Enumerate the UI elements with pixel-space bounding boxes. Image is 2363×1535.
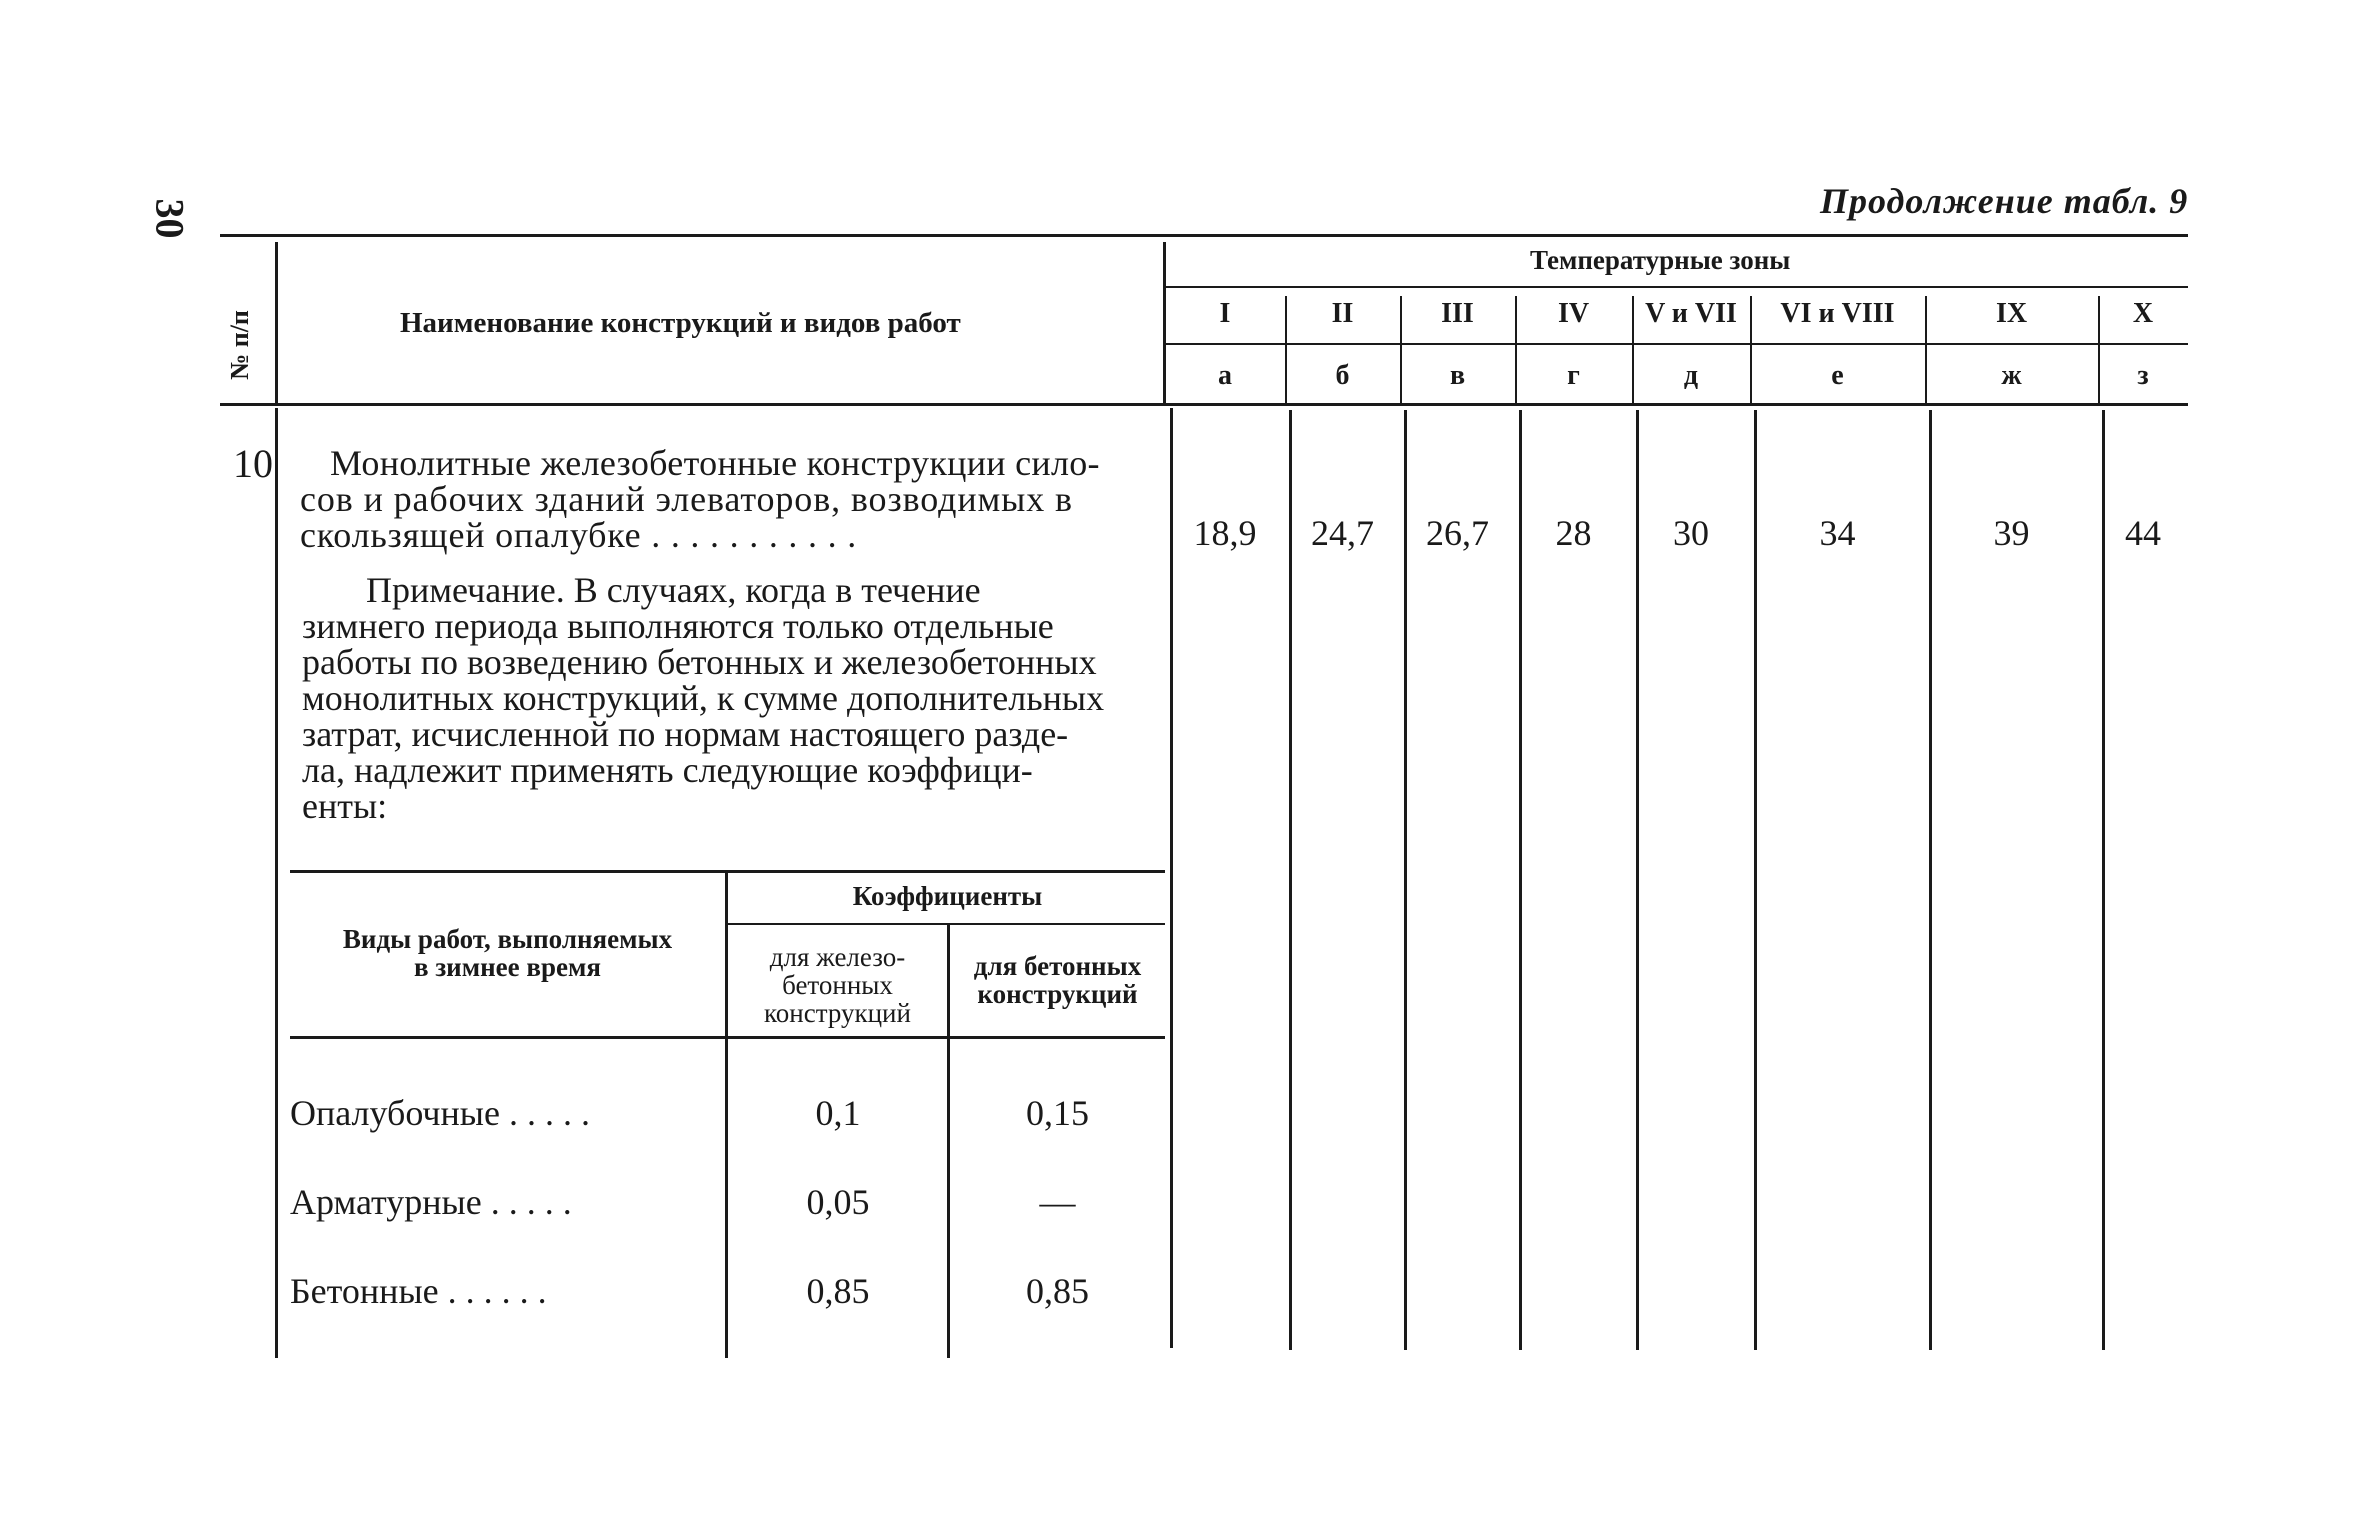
row-number: 10: [233, 441, 273, 486]
zone-roman-8: X: [2132, 298, 2154, 329]
subtable-row-conc-3: 0,85: [1026, 1271, 1089, 1311]
zone-roman-7: IX: [1995, 298, 2028, 329]
zone-value-3: 26,7: [1426, 513, 1489, 553]
subtable-col2-header-line-3: конструкций: [764, 998, 911, 1028]
col-number-header: № п/п: [224, 310, 254, 380]
page-number: 30: [147, 198, 193, 239]
subtable-col1-header-line-2: в зимнее время: [414, 952, 601, 982]
note-line-4: монолитных конструкций, к сумме дополнительных: [302, 678, 1105, 718]
note-line-2: зимнего периода выполняются только отдельные: [302, 606, 1054, 646]
subtable-row-name-2: Арматурные . . . . .: [290, 1182, 572, 1222]
zone-letter-8: з: [2137, 360, 2149, 391]
zone-letter-3: в: [1449, 360, 1466, 391]
zone-value-1: 18,9: [1193, 513, 1257, 553]
subtable-row-conc-2: —: [1039, 1182, 1076, 1222]
zone-letter-6: е: [1831, 360, 1844, 391]
zone-value-7: 39: [1993, 513, 2030, 553]
zone-roman-1: I: [1219, 298, 1231, 329]
subtable-col2-header-line-1: для железо-: [769, 942, 906, 972]
col-name-header: Наименование конструкций и видов работ: [400, 307, 961, 339]
zone-letter-4: г: [1567, 360, 1580, 391]
subtable-row-rc-2: 0,05: [806, 1182, 870, 1222]
note-line-3: работы по возведению бетонных и железобетонных: [302, 642, 1097, 682]
body-divider-num: [275, 408, 278, 1358]
subtable-col3-header: [950, 952, 1165, 1008]
row-name-line-3: скользящей опалубке . . . . . . . . . . .: [300, 515, 858, 555]
zone-roman-5: V и VII: [1645, 298, 1737, 329]
subtable-col1-header-line-1: Виды работ, выполняемых: [342, 924, 673, 954]
subtable-row-rc-1: 0,1: [815, 1093, 861, 1133]
row-name-line-2: сов и рабочих зданий элеваторов, возводимых в: [300, 479, 1073, 519]
zone-letter-7: ж: [2001, 360, 2022, 391]
zone-roman-4: IV: [1557, 298, 1590, 329]
subtable-col2-header-line-2: бетонных: [782, 970, 893, 1000]
zones-title: Температурные зоны: [1530, 245, 1791, 275]
subtable-row-name-1: Опалубочные . . . . .: [290, 1093, 590, 1133]
table-caption: Продолжение табл. 9: [1820, 181, 2189, 221]
header-bottom-rule: [220, 403, 2188, 406]
zone-letter-2: б: [1335, 360, 1350, 391]
zone-value-8: 44: [2125, 513, 2161, 553]
subtable-coef-rule: [728, 923, 1165, 925]
subtable-row-name-3: Бетонные . . . . . .: [290, 1271, 547, 1311]
subtable-row-rc-3: 0,85: [806, 1271, 870, 1311]
note-line-5: затрат, исчисленной по нормам настоящего разде-: [302, 714, 1069, 754]
subtable-coef-header: Коэффициенты: [852, 881, 1043, 911]
zone-value-2: 24,7: [1311, 513, 1374, 553]
zone-roman-6: VI и VIII: [1780, 298, 1895, 329]
subtable-row-conc-1: 0,15: [1026, 1093, 1089, 1133]
zone-roman-3: III: [1441, 298, 1474, 329]
zones-roman-rule: [1165, 343, 2188, 345]
subtable-col2-header: [730, 943, 945, 1027]
header-divider-num: [275, 242, 278, 405]
subtable-col3-header-line-1: для бетонных: [973, 951, 1142, 981]
subtable-col1-header: [295, 925, 720, 981]
top-rule: [220, 234, 2188, 237]
zone-letter-1: а: [1218, 360, 1232, 391]
note-line-7: енты:: [302, 786, 388, 826]
note-line-6: ла, надлежит применять следующие коэффици-: [302, 750, 1033, 790]
subtable-header-bottom-rule: [290, 1036, 1165, 1039]
zones-title-rule: [1165, 286, 2188, 288]
zone-value-4: 28: [1555, 513, 1592, 553]
row-name-line-1: Монолитные железобетонные конструкции сило-: [330, 443, 1100, 483]
zone-value-5: 30: [1673, 513, 1709, 553]
zone-value-6: 34: [1819, 513, 1856, 553]
zone-letter-5: д: [1683, 360, 1699, 391]
zone-roman-2: II: [1331, 298, 1354, 329]
note-line-1: Примечание. В случаях, когда в течение: [366, 570, 981, 610]
subtable-col3-header-line-2: конструкций: [977, 979, 1138, 1009]
